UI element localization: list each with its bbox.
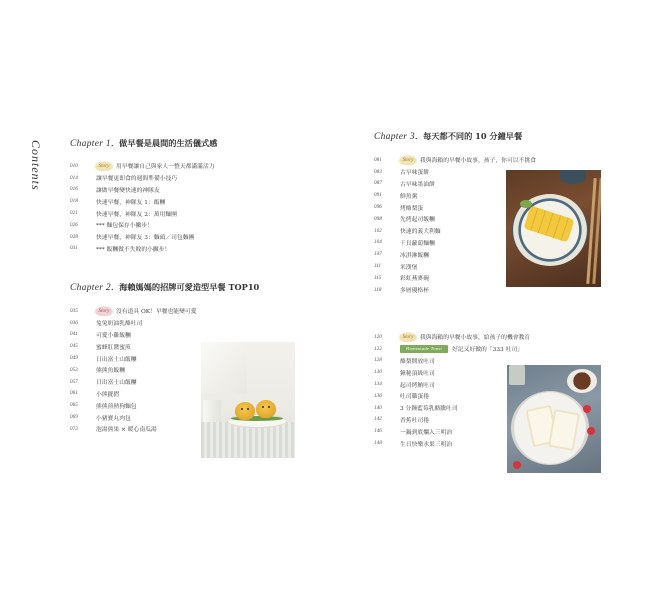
- page-number: 083: [374, 168, 382, 175]
- page-number: 122: [374, 345, 382, 352]
- page-number: 035: [70, 307, 78, 314]
- contents-label: Contents: [29, 140, 43, 191]
- chick-rice-ball: [235, 402, 255, 420]
- page-number: 146: [374, 428, 382, 435]
- entry-title: 彩虹燕麥碗: [400, 276, 429, 283]
- entry-title: 好記又好做的「333 吐司」: [452, 347, 523, 354]
- entry-title: 日出富士山飯糰: [96, 356, 137, 363]
- entry-title: 快速早餐，神隊友 2：萬用麵團: [96, 211, 177, 218]
- entry-title: *** 飯糰做不失敗的小撇步！: [96, 246, 171, 253]
- homemade-toast-badge: Homemade Toast: [400, 345, 448, 353]
- egg-roll-plate-photo: [506, 170, 601, 287]
- entry-title: 生日快樂水果三明治: [400, 441, 453, 448]
- chapter-1: [70, 138, 217, 254]
- entry-title: 多層優格杯: [400, 288, 429, 295]
- page-number: 102: [374, 227, 382, 234]
- green-garnish: [520, 200, 532, 208]
- sauce-bowl: [560, 170, 586, 184]
- page-number: 065: [70, 402, 78, 409]
- entry-title: *** 麵包保存小撇步！: [96, 223, 153, 230]
- toc-entry[interactable]: [70, 207, 217, 219]
- page-number: 134: [374, 381, 382, 388]
- page-number: 026: [70, 221, 78, 228]
- toc-entry[interactable]: [70, 160, 217, 172]
- entry-title: 兔兔奶油乳酪吐司: [96, 321, 143, 328]
- entry-title: 冰淇淋飯糰: [400, 252, 429, 259]
- page-number: 053: [70, 366, 78, 373]
- story-badge: Story: [398, 155, 418, 165]
- chapter-title: [374, 131, 536, 142]
- entry-title: 可愛小雞飯糰: [96, 332, 131, 339]
- toc-entry[interactable]: [70, 243, 217, 255]
- entry-title: 沒有道具 OK！早餐也能變可愛: [116, 309, 197, 316]
- toc-entry[interactable]: [374, 331, 530, 343]
- story-badge: Story: [94, 306, 114, 316]
- entry-title: 快速的義大利麵: [400, 229, 441, 236]
- page-number: 098: [374, 215, 382, 222]
- entry-title: 鐘秘頂級吐司: [400, 370, 435, 377]
- entry-title: 吐司雞蛋捲: [400, 394, 429, 401]
- entry-title: 一鍋到底爛入三明治: [400, 429, 453, 436]
- strawberry: [587, 427, 595, 435]
- page-number: 130: [374, 369, 382, 376]
- strawberry: [583, 405, 591, 413]
- page-number: 014: [70, 174, 78, 181]
- page-number: 021: [70, 210, 78, 217]
- chapter-prefix: Chapter 2: [70, 283, 111, 293]
- entry-title: 干貝蘿蔔麵糰: [400, 240, 435, 247]
- page-number: 107: [374, 251, 382, 258]
- glass-cup: [509, 365, 525, 385]
- page-number: 118: [374, 286, 382, 293]
- entry-title: 古早味蛋餅: [400, 170, 429, 177]
- toc-entry[interactable]: [70, 219, 217, 231]
- toc-entry[interactable]: [70, 317, 259, 329]
- story-badge: Story: [94, 161, 114, 171]
- page-number: 087: [374, 180, 382, 187]
- page-number: 061: [70, 390, 78, 397]
- entry-title: 用早餐讓自己與家人一整天都滿滿活力: [116, 164, 215, 171]
- page-number: 028: [70, 233, 78, 240]
- chapter-title-text: ．做早餐是晨間的生活儀式感: [110, 138, 218, 148]
- page-number: 120: [374, 333, 382, 340]
- toc-entry[interactable]: [70, 231, 217, 243]
- chick-rice-ball: [256, 400, 276, 418]
- page-number: 049: [70, 355, 78, 362]
- strawberry: [513, 461, 521, 469]
- page-number: 115: [374, 274, 382, 281]
- entry-title: 酪梨開放吐司: [400, 358, 435, 365]
- page-number: 140: [374, 404, 382, 411]
- page-number: 045: [70, 343, 78, 350]
- chapter-title-text: ．海賴媽媽的招牌可愛造型早餐 TOP10: [110, 282, 260, 292]
- entry-title: 熊熊魚飯糰: [96, 368, 125, 375]
- toc-entry[interactable]: [70, 172, 217, 184]
- page-number: 057: [70, 378, 78, 385]
- chapter-prefix: Chapter 3: [374, 132, 415, 142]
- entry-title: 米漢堡: [400, 264, 418, 271]
- toc-entry[interactable]: [374, 343, 530, 355]
- entry-title: 我與海賴的早餐小故事，孩子，你可以不挑食: [420, 158, 536, 165]
- page-number: 069: [70, 414, 78, 421]
- coffee-mug: [567, 369, 597, 393]
- entry-title: 快速早餐，神隊友 1：飯糰: [96, 199, 166, 206]
- window-light: [201, 342, 247, 394]
- entry-title: 香蕉吐司捲: [400, 417, 429, 424]
- toc-entry[interactable]: [374, 154, 536, 166]
- entry-title: 古早味墨油餅: [400, 181, 435, 188]
- rice-ball-chicks-photo: [201, 342, 295, 458]
- milk-cup: [203, 400, 221, 422]
- page-number: 010: [70, 162, 78, 169]
- page-number: 128: [374, 357, 382, 364]
- entry-title: 讓做早餐變快速的神隊友: [96, 187, 160, 194]
- page-number: 073: [70, 425, 78, 432]
- entry-title: 鮮魚粥: [400, 193, 418, 200]
- strawberry-sandwich-photo: [507, 365, 601, 473]
- entry-title: 快速早餐，神隊友 3：麵頭／司包麵團: [96, 235, 195, 242]
- chapter-title: [70, 282, 259, 293]
- page-number: 018: [70, 198, 78, 205]
- entry-title: 先烤起司飯糰: [400, 217, 435, 224]
- entry-title: 小熊擺摺: [96, 391, 120, 398]
- entry-title: 熊熊煎熱狗麵包: [96, 403, 137, 410]
- page-number: 104: [374, 239, 382, 246]
- toc-entry[interactable]: [70, 184, 217, 196]
- entry-title: 小豬寶丸肉包: [96, 415, 131, 422]
- entry-title: 蜜蜂肛醬蜜煎: [96, 344, 131, 351]
- entry-title: 日出富士山飯糰: [96, 380, 137, 387]
- entry-title: 烤酪梨蛋: [400, 205, 424, 212]
- page-number: 041: [70, 331, 78, 338]
- page-number: 096: [374, 204, 382, 211]
- toc-list: [70, 160, 217, 254]
- entry-title: 3 分鐘藍莓乳酪騰吐司: [400, 406, 458, 413]
- page-number: 036: [70, 319, 78, 326]
- toc-entry[interactable]: [70, 195, 217, 207]
- chapter-prefix: Chapter 1: [70, 139, 111, 149]
- page-number: 081: [374, 156, 382, 163]
- page-number: 091: [374, 192, 382, 199]
- page-number: 142: [374, 416, 382, 423]
- page-number: 148: [374, 440, 382, 447]
- toc-entry[interactable]: [70, 305, 259, 317]
- page-number: 031: [70, 245, 78, 252]
- story-badge: Story: [398, 332, 418, 342]
- page-number: 111: [374, 263, 382, 270]
- chapter-title: [70, 138, 217, 149]
- chapter-title-text: ．每天都不同的 10 分鐘早餐: [414, 131, 523, 141]
- entry-title: 起司烤鮪吐司: [400, 382, 435, 389]
- entry-title: 讓早餐更即食的週間準備小技巧: [96, 176, 178, 183]
- toc-entry[interactable]: [70, 329, 259, 341]
- page-number: 136: [374, 392, 382, 399]
- entry-title: 泡湯熊果 × 暖心南瓜湯: [96, 427, 157, 434]
- page-number: 016: [70, 186, 78, 193]
- entry-title: 我與海賴的早餐小故事，給孩子的機會教育: [420, 335, 531, 342]
